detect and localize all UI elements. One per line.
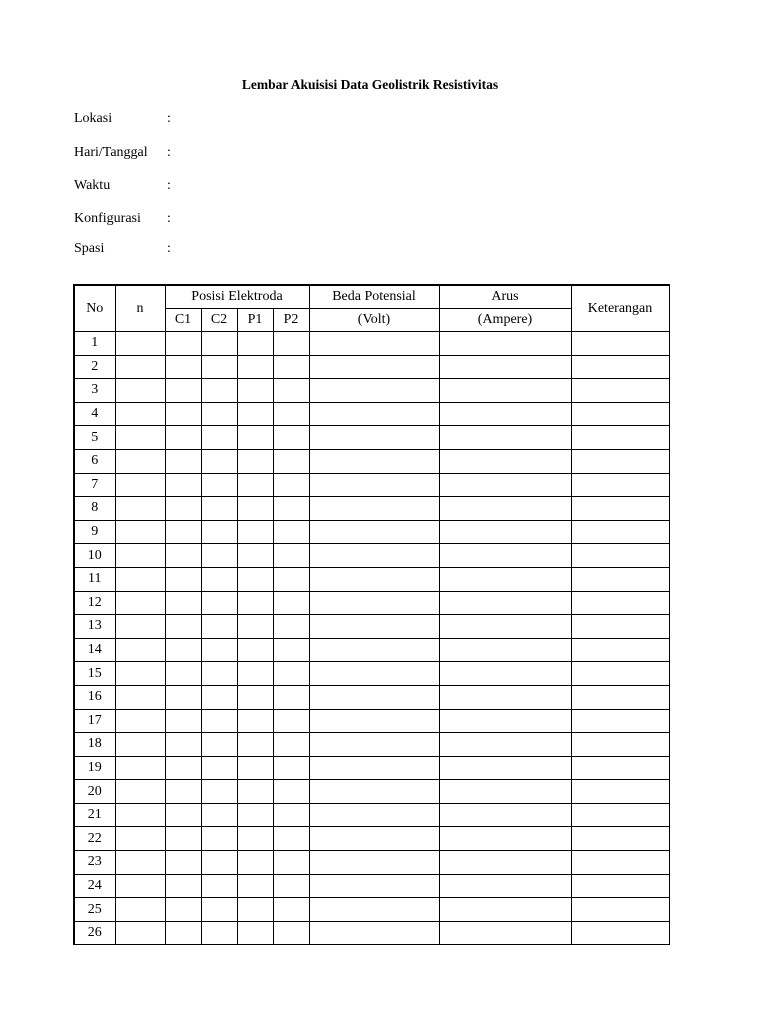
header-c2: C2 — [201, 309, 237, 332]
cell-keterangan — [571, 733, 669, 757]
cell-n — [115, 520, 165, 544]
header-keterangan: Keterangan — [571, 285, 669, 332]
cell-c2 — [201, 921, 237, 945]
row-number: 9 — [74, 520, 115, 544]
table-row — [74, 615, 669, 639]
field-colon: : — [167, 178, 171, 193]
cell-c1 — [165, 615, 201, 639]
cell-arus — [439, 426, 571, 450]
cell-keterangan — [571, 827, 669, 851]
field-label: Lokasi — [74, 111, 113, 126]
cell-c1 — [165, 544, 201, 568]
cell-beda-potensial — [309, 544, 439, 568]
cell-p1 — [237, 402, 273, 426]
cell-p2 — [273, 898, 309, 922]
header-p2: P2 — [273, 309, 309, 332]
cell-keterangan — [571, 685, 669, 709]
cell-p1 — [237, 449, 273, 473]
cell-c1 — [165, 473, 201, 497]
row-number: 18 — [74, 733, 115, 757]
field-label: Konfigurasi — [74, 211, 141, 226]
cell-beda-potensial — [309, 355, 439, 379]
cell-c2 — [201, 874, 237, 898]
header-beda-potensial: Beda Potensial — [309, 285, 439, 309]
cell-c2 — [201, 756, 237, 780]
cell-c1 — [165, 662, 201, 686]
cell-p1 — [237, 685, 273, 709]
cell-beda-potensial — [309, 402, 439, 426]
cell-c2 — [201, 426, 237, 450]
cell-beda-potensial — [309, 449, 439, 473]
row-number: 12 — [74, 591, 115, 615]
cell-arus — [439, 898, 571, 922]
row-number: 17 — [74, 709, 115, 733]
header-c1: C1 — [165, 309, 201, 332]
cell-c1 — [165, 402, 201, 426]
cell-c1 — [165, 921, 201, 945]
cell-beda-potensial — [309, 756, 439, 780]
cell-beda-potensial — [309, 685, 439, 709]
header-no: No — [74, 285, 115, 332]
cell-p2 — [273, 615, 309, 639]
cell-c1 — [165, 449, 201, 473]
cell-keterangan — [571, 898, 669, 922]
header-row-top — [74, 285, 669, 309]
cell-p1 — [237, 615, 273, 639]
cell-arus — [439, 709, 571, 733]
cell-p1 — [237, 874, 273, 898]
cell-c2 — [201, 709, 237, 733]
cell-beda-potensial — [309, 473, 439, 497]
cell-c2 — [201, 803, 237, 827]
row-number: 8 — [74, 497, 115, 521]
cell-c1 — [165, 874, 201, 898]
cell-arus — [439, 473, 571, 497]
row-number: 14 — [74, 638, 115, 662]
cell-p1 — [237, 426, 273, 450]
cell-beda-potensial — [309, 898, 439, 922]
cell-arus — [439, 662, 571, 686]
cell-p2 — [273, 685, 309, 709]
row-number: 22 — [74, 827, 115, 851]
cell-c2 — [201, 402, 237, 426]
cell-arus — [439, 827, 571, 851]
cell-p1 — [237, 733, 273, 757]
cell-c1 — [165, 638, 201, 662]
cell-c1 — [165, 332, 201, 356]
cell-p1 — [237, 355, 273, 379]
cell-n — [115, 803, 165, 827]
cell-arus — [439, 449, 571, 473]
cell-c2 — [201, 332, 237, 356]
cell-keterangan — [571, 756, 669, 780]
cell-n — [115, 756, 165, 780]
row-number: 4 — [74, 402, 115, 426]
cell-beda-potensial — [309, 520, 439, 544]
row-number: 13 — [74, 615, 115, 639]
cell-arus — [439, 332, 571, 356]
row-number: 25 — [74, 898, 115, 922]
row-number: 23 — [74, 851, 115, 875]
cell-c1 — [165, 803, 201, 827]
cell-c2 — [201, 685, 237, 709]
data-table — [73, 284, 670, 945]
header-arus: Arus — [439, 285, 571, 309]
cell-arus — [439, 591, 571, 615]
cell-arus — [439, 544, 571, 568]
cell-arus — [439, 803, 571, 827]
cell-p2 — [273, 426, 309, 450]
cell-p2 — [273, 473, 309, 497]
cell-c2 — [201, 355, 237, 379]
cell-c2 — [201, 851, 237, 875]
cell-p1 — [237, 709, 273, 733]
cell-beda-potensial — [309, 780, 439, 804]
table-row — [74, 567, 669, 591]
cell-p2 — [273, 355, 309, 379]
row-number: 24 — [74, 874, 115, 898]
cell-c1 — [165, 851, 201, 875]
cell-beda-potensial — [309, 332, 439, 356]
row-number: 26 — [74, 921, 115, 945]
cell-p2 — [273, 402, 309, 426]
cell-p1 — [237, 332, 273, 356]
table-row — [74, 898, 669, 922]
cell-c1 — [165, 520, 201, 544]
cell-c1 — [165, 591, 201, 615]
cell-n — [115, 780, 165, 804]
table-row — [74, 638, 669, 662]
cell-p1 — [237, 567, 273, 591]
cell-arus — [439, 921, 571, 945]
cell-p2 — [273, 827, 309, 851]
cell-p1 — [237, 497, 273, 521]
cell-c1 — [165, 827, 201, 851]
cell-beda-potensial — [309, 709, 439, 733]
table-row — [74, 402, 669, 426]
cell-arus — [439, 874, 571, 898]
cell-n — [115, 898, 165, 922]
cell-n — [115, 685, 165, 709]
cell-c1 — [165, 379, 201, 403]
cell-n — [115, 709, 165, 733]
cell-c2 — [201, 591, 237, 615]
table-row — [74, 497, 669, 521]
cell-c2 — [201, 662, 237, 686]
row-number: 21 — [74, 803, 115, 827]
row-number: 7 — [74, 473, 115, 497]
row-number: 3 — [74, 379, 115, 403]
table-row — [74, 733, 669, 757]
cell-p2 — [273, 544, 309, 568]
cell-keterangan — [571, 662, 669, 686]
cell-p1 — [237, 827, 273, 851]
row-number: 5 — [74, 426, 115, 450]
table-row — [74, 827, 669, 851]
cell-p1 — [237, 780, 273, 804]
field-colon: : — [167, 241, 171, 256]
field-label: Hari/Tanggal — [74, 145, 148, 160]
row-number: 11 — [74, 567, 115, 591]
table-row — [74, 591, 669, 615]
cell-keterangan — [571, 709, 669, 733]
document-title: Lembar Akuisisi Data Geolistrik Resistivitas — [241, 77, 499, 92]
cell-n — [115, 544, 165, 568]
cell-p2 — [273, 497, 309, 521]
cell-p2 — [273, 662, 309, 686]
field-colon: : — [167, 145, 171, 160]
cell-p2 — [273, 332, 309, 356]
cell-keterangan — [571, 544, 669, 568]
cell-c2 — [201, 638, 237, 662]
cell-arus — [439, 638, 571, 662]
table-row — [74, 851, 669, 875]
cell-keterangan — [571, 473, 669, 497]
cell-c2 — [201, 497, 237, 521]
cell-n — [115, 615, 165, 639]
cell-arus — [439, 402, 571, 426]
table-row — [74, 874, 669, 898]
cell-p1 — [237, 756, 273, 780]
header-p1: P1 — [237, 309, 273, 332]
cell-beda-potensial — [309, 615, 439, 639]
cell-c1 — [165, 733, 201, 757]
cell-arus — [439, 615, 571, 639]
cell-n — [115, 733, 165, 757]
cell-keterangan — [571, 497, 669, 521]
cell-p2 — [273, 567, 309, 591]
header-ampere-unit: (Ampere) — [439, 309, 571, 332]
table-row — [74, 780, 669, 804]
table-row — [74, 685, 669, 709]
cell-n — [115, 567, 165, 591]
cell-keterangan — [571, 426, 669, 450]
row-number: 1 — [74, 332, 115, 356]
row-number: 16 — [74, 685, 115, 709]
cell-n — [115, 662, 165, 686]
cell-beda-potensial — [309, 874, 439, 898]
row-number: 6 — [74, 449, 115, 473]
table-row — [74, 520, 669, 544]
cell-p1 — [237, 379, 273, 403]
cell-p2 — [273, 874, 309, 898]
cell-n — [115, 638, 165, 662]
cell-keterangan — [571, 520, 669, 544]
cell-arus — [439, 379, 571, 403]
cell-arus — [439, 851, 571, 875]
cell-c2 — [201, 520, 237, 544]
cell-p1 — [237, 898, 273, 922]
cell-beda-potensial — [309, 426, 439, 450]
cell-beda-potensial — [309, 638, 439, 662]
cell-p2 — [273, 591, 309, 615]
cell-p1 — [237, 591, 273, 615]
table-row — [74, 544, 669, 568]
cell-c2 — [201, 379, 237, 403]
cell-keterangan — [571, 355, 669, 379]
cell-p1 — [237, 473, 273, 497]
cell-n — [115, 426, 165, 450]
cell-p1 — [237, 851, 273, 875]
cell-beda-potensial — [309, 851, 439, 875]
field-colon: : — [167, 211, 171, 226]
row-number: 20 — [74, 780, 115, 804]
cell-keterangan — [571, 449, 669, 473]
cell-beda-potensial — [309, 733, 439, 757]
cell-n — [115, 332, 165, 356]
cell-p1 — [237, 803, 273, 827]
cell-c2 — [201, 780, 237, 804]
cell-c2 — [201, 615, 237, 639]
cell-n — [115, 874, 165, 898]
cell-p2 — [273, 733, 309, 757]
cell-c1 — [165, 567, 201, 591]
table-row — [74, 355, 669, 379]
cell-n — [115, 591, 165, 615]
table-row — [74, 921, 669, 945]
cell-n — [115, 379, 165, 403]
cell-n — [115, 473, 165, 497]
cell-arus — [439, 497, 571, 521]
cell-beda-potensial — [309, 379, 439, 403]
cell-n — [115, 497, 165, 521]
table-row — [74, 473, 669, 497]
cell-p2 — [273, 803, 309, 827]
cell-p2 — [273, 709, 309, 733]
cell-p2 — [273, 638, 309, 662]
cell-c1 — [165, 497, 201, 521]
cell-c1 — [165, 355, 201, 379]
cell-n — [115, 921, 165, 945]
cell-keterangan — [571, 921, 669, 945]
header-n: n — [115, 285, 165, 332]
cell-p2 — [273, 520, 309, 544]
cell-arus — [439, 780, 571, 804]
row-number: 10 — [74, 544, 115, 568]
cell-keterangan — [571, 851, 669, 875]
cell-c1 — [165, 685, 201, 709]
cell-c1 — [165, 426, 201, 450]
table-row — [74, 449, 669, 473]
cell-c1 — [165, 780, 201, 804]
cell-keterangan — [571, 379, 669, 403]
cell-p2 — [273, 851, 309, 875]
cell-keterangan — [571, 615, 669, 639]
cell-n — [115, 449, 165, 473]
table-row — [74, 662, 669, 686]
cell-p2 — [273, 449, 309, 473]
cell-keterangan — [571, 332, 669, 356]
cell-arus — [439, 520, 571, 544]
cell-beda-potensial — [309, 497, 439, 521]
cell-p2 — [273, 780, 309, 804]
cell-c1 — [165, 756, 201, 780]
cell-arus — [439, 685, 571, 709]
field-colon: : — [167, 111, 171, 126]
cell-arus — [439, 355, 571, 379]
cell-keterangan — [571, 567, 669, 591]
cell-keterangan — [571, 803, 669, 827]
cell-beda-potensial — [309, 921, 439, 945]
cell-keterangan — [571, 638, 669, 662]
cell-p2 — [273, 756, 309, 780]
cell-p1 — [237, 520, 273, 544]
cell-keterangan — [571, 780, 669, 804]
cell-arus — [439, 567, 571, 591]
cell-p1 — [237, 662, 273, 686]
table-row — [74, 332, 669, 356]
cell-beda-potensial — [309, 662, 439, 686]
field-label: Waktu — [74, 178, 111, 193]
field-label: Spasi — [74, 241, 105, 256]
table-row — [74, 426, 669, 450]
cell-n — [115, 827, 165, 851]
cell-p1 — [237, 921, 273, 945]
cell-c1 — [165, 898, 201, 922]
cell-c2 — [201, 827, 237, 851]
table-row — [74, 803, 669, 827]
row-number: 2 — [74, 355, 115, 379]
cell-p1 — [237, 544, 273, 568]
header-volt-unit: (Volt) — [309, 309, 439, 332]
cell-c2 — [201, 473, 237, 497]
cell-n — [115, 851, 165, 875]
cell-p2 — [273, 379, 309, 403]
table-row — [74, 379, 669, 403]
table-row — [74, 709, 669, 733]
row-number: 19 — [74, 756, 115, 780]
cell-c2 — [201, 449, 237, 473]
cell-keterangan — [571, 874, 669, 898]
cell-keterangan — [571, 591, 669, 615]
cell-beda-potensial — [309, 567, 439, 591]
cell-c2 — [201, 567, 237, 591]
cell-c2 — [201, 733, 237, 757]
cell-arus — [439, 733, 571, 757]
cell-arus — [439, 756, 571, 780]
cell-c2 — [201, 898, 237, 922]
cell-p2 — [273, 921, 309, 945]
row-number: 15 — [74, 662, 115, 686]
table-row — [74, 756, 669, 780]
cell-keterangan — [571, 402, 669, 426]
cell-beda-potensial — [309, 591, 439, 615]
cell-beda-potensial — [309, 827, 439, 851]
cell-c1 — [165, 709, 201, 733]
cell-n — [115, 355, 165, 379]
cell-n — [115, 402, 165, 426]
header-posisi-elektroda: Posisi Elektroda — [165, 285, 309, 309]
cell-beda-potensial — [309, 803, 439, 827]
cell-p1 — [237, 638, 273, 662]
cell-c2 — [201, 544, 237, 568]
